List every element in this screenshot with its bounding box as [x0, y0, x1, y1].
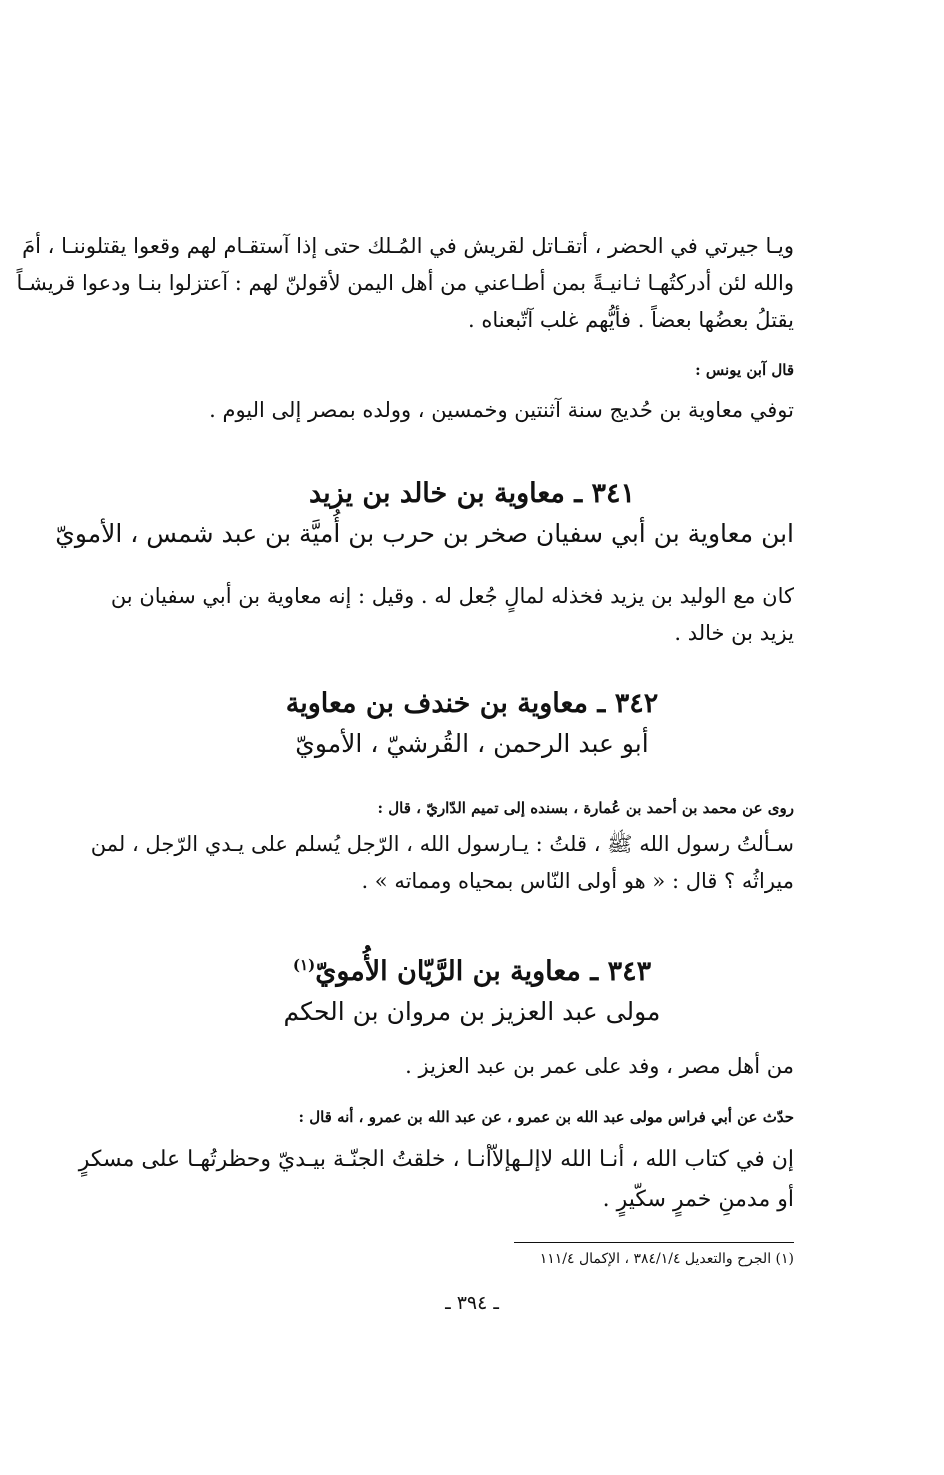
intro-paragraph: [16, 228, 794, 339]
entry-title: ٣٤٢ ـ معاوية بن خندف بن معاوية: [285, 688, 659, 719]
entry-343-body: [78, 1140, 794, 1220]
entry-341-heading: [55, 474, 794, 554]
entry-subtitle: مولى عبد العزيز بن مروان بن الحكم: [283, 997, 661, 1026]
page-number: ـ ٣٩٤ ـ: [445, 1292, 499, 1314]
entry-342-body: [90, 826, 794, 900]
text-line: والله لئن أدركتُهـا ثـانيـةً بمن أطـاعني من أهل اليمن لأقولنّ لهم : آعتزلوا بنـا ودعوا قريشـاً: [16, 271, 794, 295]
entry-341-body: [104, 578, 794, 652]
text-line: سـألتُ رسول الله ﷺ ، قلتُ : يـارسول الله ، الرّجل يُسلم على يـدي الرّجل ، لمن: [90, 832, 794, 856]
entry-subtitle: أبو عبد الرحمن ، القُرشيّ ، الأمويّ: [295, 729, 649, 758]
text-line: إن في كتاب الله ، أنـا الله لاإلـهإلاّأنـا ، خلقتُ الجنّـة بيـديّ وحظرتُهـا على مسكرٍ: [78, 1147, 794, 1172]
entry-title-text: ٣٤٣ ـ معاوية بن الرَّيّان الأُمويّ: [315, 956, 652, 987]
entry-342-heading: [150, 684, 794, 764]
footnote-divider: [514, 1242, 794, 1243]
source-note: قال آبن يونس :: [695, 361, 794, 379]
text-line: ويـا جيرتي في الحضر ، أتقـاتل لقريش في المُـلك حتى إذا آستقـام لهم وقعوا يقتلوننـا ، أمَ: [22, 234, 794, 258]
footnote-marker: (١): [292, 956, 316, 974]
text-line: توفي معاوية بن حُديج سنة آثنتين وخمسين ، وولده بمصر إلى اليوم .: [209, 398, 794, 422]
text-line: يقتلُ بعضُها بعضاً . فأيُّهم غلب آتّبعناه .: [467, 308, 794, 332]
entry-title: [150, 945, 794, 992]
text-line: أو مدمنِ خمرٍ سكّيرٍ .: [602, 1187, 794, 1212]
text-line: ميراثُه ؟ قال : « هو أولى النّاس بمحياه ومماته » .: [361, 869, 794, 893]
entry-title: ٣٤١ ـ معاوية بن خالد بن يزيد: [308, 478, 636, 509]
source-note: حدّث عن أبي فراس مولى عبد الله بن عمرو ، عن عبد الله بن عمرو ، أنه قال :: [298, 1108, 794, 1126]
entry-subtitle: ابن معاوية بن أبي سفيان صخر بن حرب بن أُميَّة بن عبد شمس ، الأمويّ: [55, 519, 794, 548]
footnote: (١) الجرح والتعديل ٣٨٤/١/٤ ، الإكمال ١١١/٤: [539, 1251, 794, 1267]
text-line: من أهل مصر ، وفد على عمر بن عبد العزيز .: [405, 1054, 794, 1078]
source-note: روى عن محمد بن أحمد بن عُمارة ، بسنده إلى تميم الدّاريّ ، قال :: [377, 799, 794, 817]
text-line: كان مع الوليد بن يزيد فخذله لمالٍ جُعل له . وقيل : إنه معاوية بن أبي سفيان بن: [110, 584, 794, 608]
text-line: يزيد بن خالد .: [674, 621, 794, 645]
entry-343-heading: [150, 945, 794, 1032]
